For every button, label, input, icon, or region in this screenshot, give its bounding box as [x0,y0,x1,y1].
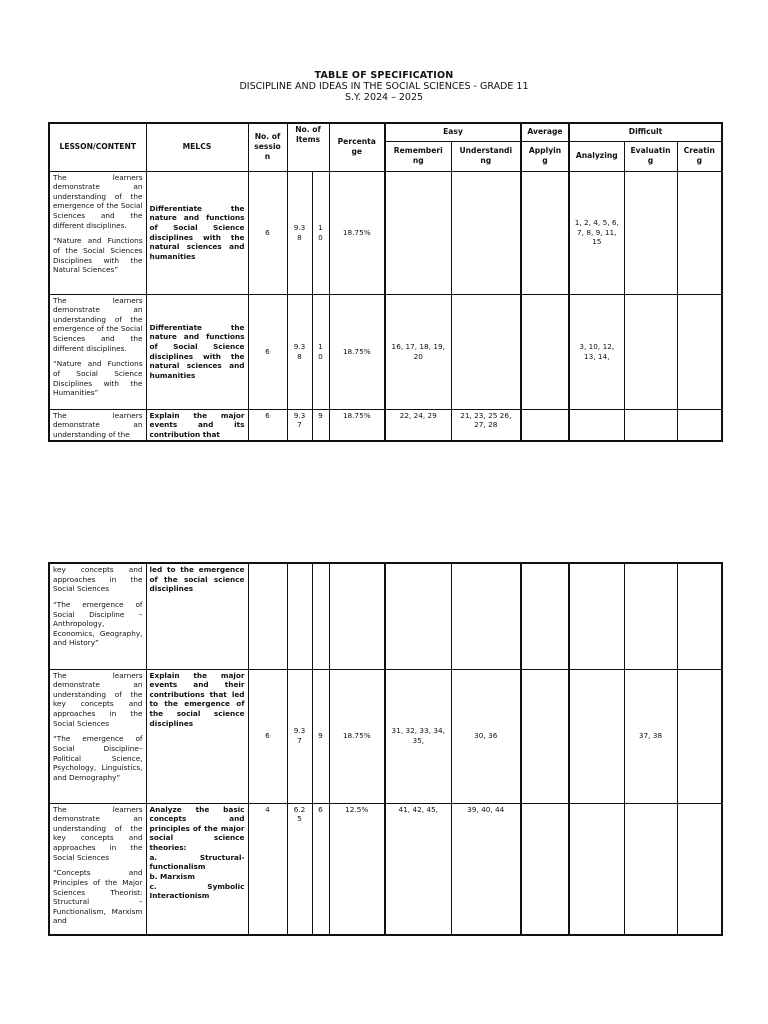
lesson-cell [49,669,146,803]
applying-cell [521,171,569,294]
lesson-text: key concepts and approaches in the Social Sciences [53,565,143,594]
melc-cell [146,803,248,935]
header-lesson: LESSON/CONTENT [49,123,146,171]
lesson-text: The learners demonstrate an understanding of the emergence of the Social Sciences and the different disciplines. [53,172,143,230]
evaluating-cell: 37, 38 [624,669,677,803]
understanding-cell: 30, 36 [451,669,521,803]
melc-text: Analyze the basic concepts and principles of the major social science theories: [149,804,245,852]
specification-table [48,122,723,442]
applying-cell [521,294,569,409]
table-row [49,171,722,294]
header-evaluating: Evaluatin g [624,141,677,171]
school-year: S.Y. 2024 – 2025 [344,92,424,103]
items-cell: 1 0 [312,171,329,294]
melc-cell: Explain the major events and their contributions that led to the emergence of the social science disciplines [146,669,248,803]
understanding-cell [451,563,521,669]
lesson-topic: “Concepts and Principles of the Major Sciences Theorist: Structural – Functionalism, Marxism and [53,868,143,926]
remembering-cell [385,563,451,669]
header-sessions: No. of sessio n [248,123,287,171]
specification-table-page-2 [48,562,721,936]
percentage-cell: 18.75% [329,171,385,294]
table-row [49,669,722,803]
items-computed-cell [287,563,312,669]
applying-cell [521,669,569,803]
sessions-cell: 6 [248,669,287,803]
understanding-cell [451,171,521,294]
lesson-topic: “The emergence of Social Discipline – Anthropology, Economics, Geography, and History” [53,599,143,648]
items-computed-cell: 9.3 7 [287,409,312,441]
items-computed-cell: 6.2 5 [287,803,312,935]
melc-cell: Differentiate the nature and functions of Social Science disciplines with the natural sciences and humanities [146,171,248,294]
lesson-text: The learners demonstrate an understanding of the [53,410,143,439]
items-computed-cell: 9.3 7 [287,669,312,803]
understanding-cell: 39, 40, 44 [451,803,521,935]
items-computed-cell: 9.3 8 [287,171,312,294]
items-cell: 9 [312,669,329,803]
applying-cell [521,563,569,669]
evaluating-cell [624,563,677,669]
understanding-cell: 21, 23, 25 26, 27, 28 [451,409,521,441]
lesson-topic: “Nature and Functions of the Social Sciences Disciplines with the Natural Sciences” [53,236,143,275]
analyzing-cell [569,563,624,669]
remembering-cell: 31, 32, 33, 34, 35, [385,669,451,803]
evaluating-cell [624,803,677,935]
creating-cell [677,294,722,409]
understanding-cell [451,294,521,409]
remembering-cell [385,171,451,294]
header-average: Average [521,123,569,141]
header-analyzing: Analyzing [569,141,624,171]
creating-cell [677,171,722,294]
lesson-cell [49,409,146,441]
sessions-cell: 4 [248,803,287,935]
sessions-cell [248,563,287,669]
lesson-topic: “The emergence of Social Discipline– Political Science, Psychology, Linguistics, and Demography” [53,734,143,782]
lesson-cell [49,563,146,669]
analyzing-cell [569,409,624,441]
creating-cell [677,669,722,803]
analyzing-cell [569,669,624,803]
table-row [49,294,722,409]
melc-item: c. Symbolic Interactionism [149,881,245,901]
percentage-cell: 18.75% [329,294,385,409]
items-cell: 6 [312,803,329,935]
document-title: TABLE OF SPECIFICATION [314,70,454,81]
lesson-cell [49,294,146,409]
specification-table-continued [48,562,723,936]
melc-item: a. Structural-functionalism [149,852,245,872]
melc-cell: Explain the major events and its contribution that [146,409,248,441]
items-cell: 9 [312,409,329,441]
header-melcs: MELCS [146,123,248,171]
evaluating-cell [624,171,677,294]
sessions-cell: 6 [248,409,287,441]
header-difficult: Difficult [569,123,722,141]
applying-cell [521,409,569,441]
creating-cell [677,803,722,935]
remembering-cell: 22, 24, 29 [385,409,451,441]
header-percentage: Percenta ge [329,123,385,171]
lesson-cell [49,171,146,294]
document-header [0,70,768,103]
analyzing-cell [569,803,624,935]
remembering-cell: 16, 17, 18, 19, 20 [385,294,451,409]
table-row [49,803,722,935]
analyzing-cell: 1, 2, 4, 5, 6, 7, 8, 9, 11, 15 [569,171,624,294]
percentage-cell [329,563,385,669]
melc-cell: Differentiate the nature and functions of Social Science disciplines with the natural sciences and humanities [146,294,248,409]
lesson-text: The learners demonstrate an understanding of the key concepts and approaches in the Social Sciences [53,670,143,728]
sessions-cell: 6 [248,171,287,294]
header-applying: Applyin g [521,141,569,171]
sessions-cell: 6 [248,294,287,409]
percentage-cell: 18.75% [329,669,385,803]
analyzing-cell: 3, 10, 12, 13, 14, [569,294,624,409]
specification-table-page-1 [48,122,721,442]
melc-item: b. Marxism [149,871,195,881]
percentage-cell: 18.75% [329,409,385,441]
lesson-topic: “Nature and Functions of Social Science Disciplines with the Humanities” [53,359,143,398]
lesson-text: The learners demonstrate an understanding of the key concepts and approaches in the Social Sciences [53,804,143,862]
remembering-cell: 41, 42, 45, [385,803,451,935]
creating-cell [677,563,722,669]
items-cell [312,563,329,669]
header-remembering: Rememberi ng [385,141,451,171]
lesson-text: The learners demonstrate an understanding of the emergence of the Social Sciences and the different disciplines. [53,295,143,353]
applying-cell [521,803,569,935]
header-understanding: Understandi ng [451,141,521,171]
items-computed-cell: 9.3 8 [287,294,312,409]
melc-cell: led to the emergence of the social science disciplines [146,563,248,669]
items-cell: 1 0 [312,294,329,409]
table-row [49,409,722,441]
header-items: No. of Items [287,123,329,171]
evaluating-cell [624,294,677,409]
lesson-cell [49,803,146,935]
header-creating: Creatin g [677,141,722,171]
creating-cell [677,409,722,441]
evaluating-cell [624,409,677,441]
document-subject: DISCIPLINE AND IDEAS IN THE SOCIAL SCIENCES - GRADE 11 [239,81,529,92]
table-row [49,563,722,669]
header-easy: Easy [385,123,521,141]
percentage-cell: 12.5% [329,803,385,935]
